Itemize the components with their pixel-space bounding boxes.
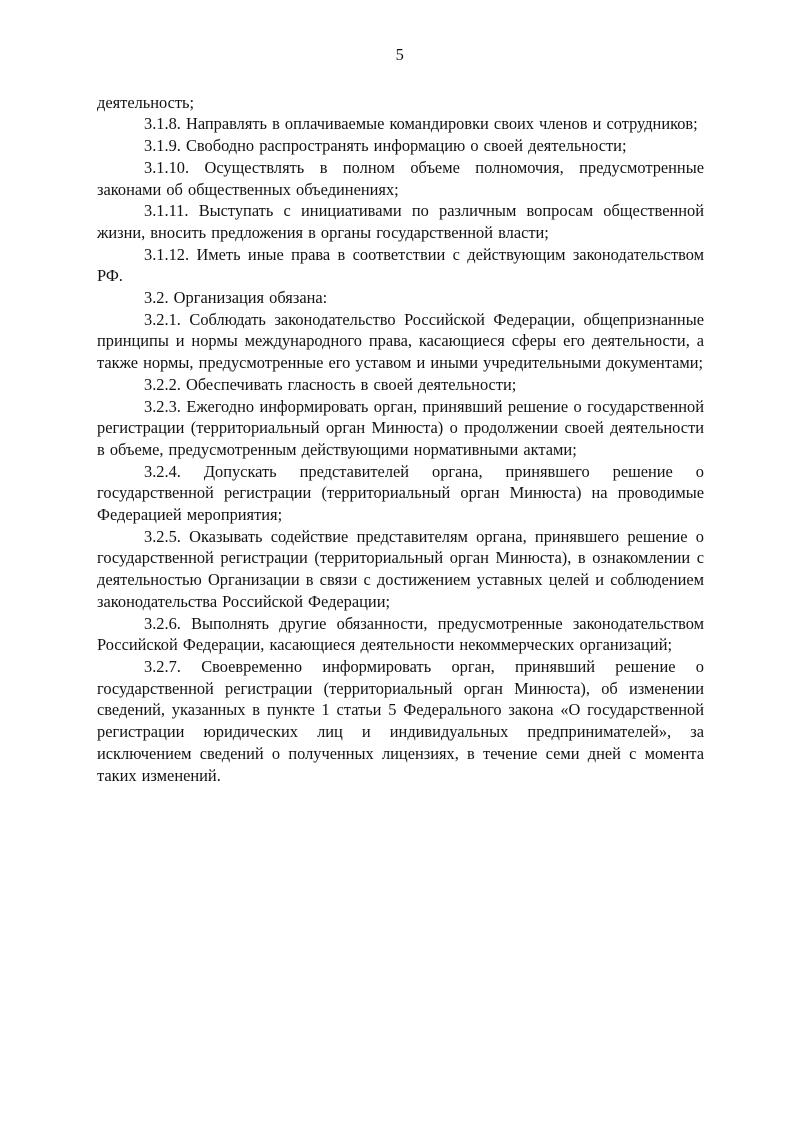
paragraph: 3.1.12. Иметь иные права в соответствии с действующим законодательством РФ. bbox=[97, 244, 704, 286]
document-body bbox=[97, 92, 704, 787]
paragraph: 3.2.6. Выполнять другие обязанности, предусмотренные законодательством Российской Федерации, касающиеся деятельности некоммерческих организаций; bbox=[97, 613, 704, 655]
paragraph: 3.1.9. Свободно распространять информацию о своей деятельности; bbox=[144, 136, 627, 156]
paragraph: 3.1.10. Осуществлять в полном объеме полномочия, предусмотренные законами об общественных объединениях; bbox=[97, 157, 704, 199]
page-number: 5 bbox=[395, 45, 405, 64]
paragraph: 3.2.7. Своевременно информировать орган, принявший решение о государственной регистрации (территориальный орган Минюста), об изменении сведений, указанных в пункте 1 статьи 5 Федерального закона «О государственной регистрации юридических лиц и индивидуальных предпринимателей», за исключением сведений о полученных лицензиях, в течение семи дней с момента таких изменений. bbox=[97, 656, 704, 785]
paragraph: 3.2. Организация обязана: bbox=[144, 288, 328, 308]
paragraph: деятельность; bbox=[97, 92, 195, 112]
paragraph: 3.1.8. Направлять в оплачиваемые командировки своих членов и сотрудников; bbox=[144, 114, 698, 134]
paragraph: 3.2.4. Допускать представителей органа, принявшего решение о государственной регистрации (территориальный орган Минюста) на проводимые Федерацией мероприятия; bbox=[97, 461, 704, 525]
paragraph: 3.1.11. Выступать с инициативами по различным вопросам общественной жизни, вносить предложения в органы государственной власти; bbox=[97, 201, 704, 242]
paragraph: 3.2.1. Соблюдать законодательство Российской Федерации, общепризнанные принципы и нормы международного права, касающиеся сферы его деятельности, а также нормы, предусмотренные его уставом и иными учредительными документами; bbox=[97, 309, 704, 373]
paragraph: 3.2.2. Обеспечивать гласность в своей деятельности; bbox=[144, 374, 517, 394]
paragraph: 3.2.5. Оказывать содействие представителям органа, принявшего решение о государственной регистрации (территориальный орган Минюста), в ознакомлении с деятельностью Организации в связи с достижением уставных целей и соблюдением законодательства Российской Федерации; bbox=[97, 526, 704, 611]
paragraph: 3.2.3. Ежегодно информировать орган, принявший решение о государственной регистрации (территориальный орган Минюста) о продолжении своей деятельности в объеме, предусмотренным действующими нормативными актами; bbox=[97, 396, 704, 459]
